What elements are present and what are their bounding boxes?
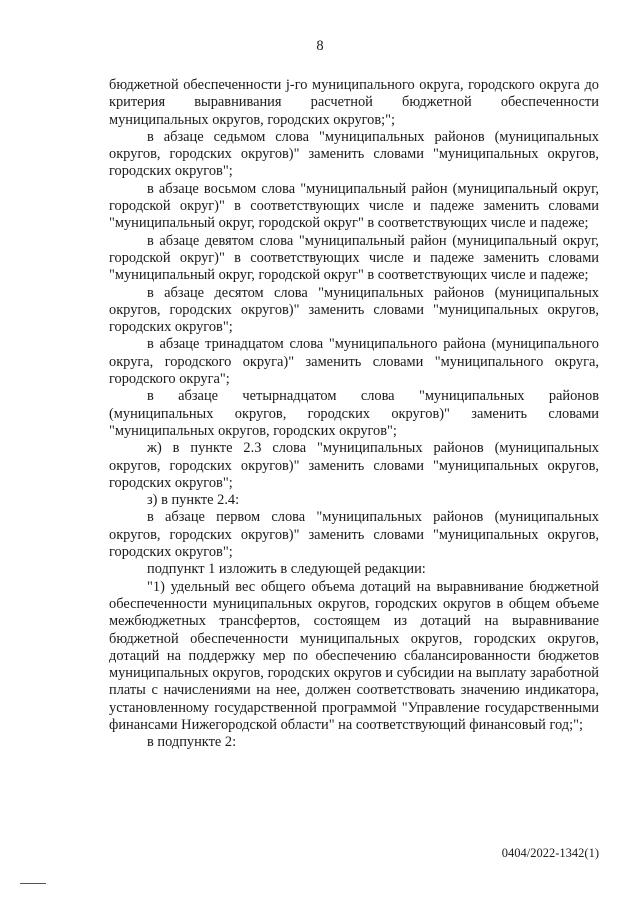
paragraph-8: ж) в пункте 2.3 слова "муниципальных районов (муниципальных округов, городских округов)" заменить словами "муниципальных округов, городских округов"; [109, 440, 599, 491]
paragraph-13: в подпункте 2: [147, 734, 237, 751]
paragraph-2: в абзаце седьмом слова "муниципальных районов (муниципальных округов, городских округов)" заменить словами "муниципальных округов, городских округов"; [109, 128, 599, 180]
paragraph-6: в абзаце тринадцатом слова "муниципального района (муниципального округа, городского округа)" заменить словами "муниципального округа, городского округа"; [109, 336, 599, 388]
paragraph-4: в абзаце девятом слова "муниципальный район (муниципальный округ, городской округ)" в соответствующих числе и падеже заменить словами "муниципальный округ, городской округ" в соответствующих числе и падеже; [109, 232, 599, 284]
paragraph-10: в абзаце первом слова "муниципальных районов (муниципальных округов, городских округов)" заменить словами "муниципальных округов, городских округов"; [109, 509, 599, 561]
paragraph-9: з) в пункте 2.4: [147, 492, 240, 509]
paragraph-1: бюджетной обеспеченности j-го муниципального округа, городского округа до критерия выравнивания расчетной бюджетной обеспеченности муниципальных округов, городских округов;"; [109, 77, 599, 128]
page-number: 8 [316, 38, 324, 54]
footer-mark [20, 883, 46, 884]
paragraph-12: "1) удельный вес общего объема дотаций на выравнивание бюджетной обеспеченности муниципальных округов, городских округов в общем объеме межбюджетных трансфертов, состоящем из дотаций на выравнивание бюджетной обеспеченности муниципальных округов, городских округов, дотаций на поддержку мер по обеспечению сбалансированности бюджетов муниципальных округов, городских округов и субсидии на выплату заработной платы с начислениями на нее, должен соответствовать значению индикатора, установленному государственной программой "Управление государственными финансами Нижегородской области" на соответствующий финансовый год;"; [109, 578, 599, 733]
document-code: 0404/2022-1342(1) [501, 846, 599, 860]
paragraph-3: в абзаце восьмом слова "муниципальный район (муниципальный округ, городской округ)" в соответствующих числе и падеже заменить словами "муниципальный округ, городской округ" в соответствующих числе и падеже; [109, 180, 599, 232]
paragraph-11: подпункт 1 изложить в следующей редакции: [147, 561, 426, 578]
paragraph-7: в абзаце четырнадцатом слова "муниципальных районов (муниципальных округов, городских округов)" заменить словами "муниципальных округов, городских округов"; [109, 388, 599, 439]
paragraph-5: в абзаце десятом слова "муниципальных районов (муниципальных округов, городских округов)" заменить словами "муниципальных округов, городских округов"; [109, 284, 599, 336]
document-body [109, 77, 599, 752]
